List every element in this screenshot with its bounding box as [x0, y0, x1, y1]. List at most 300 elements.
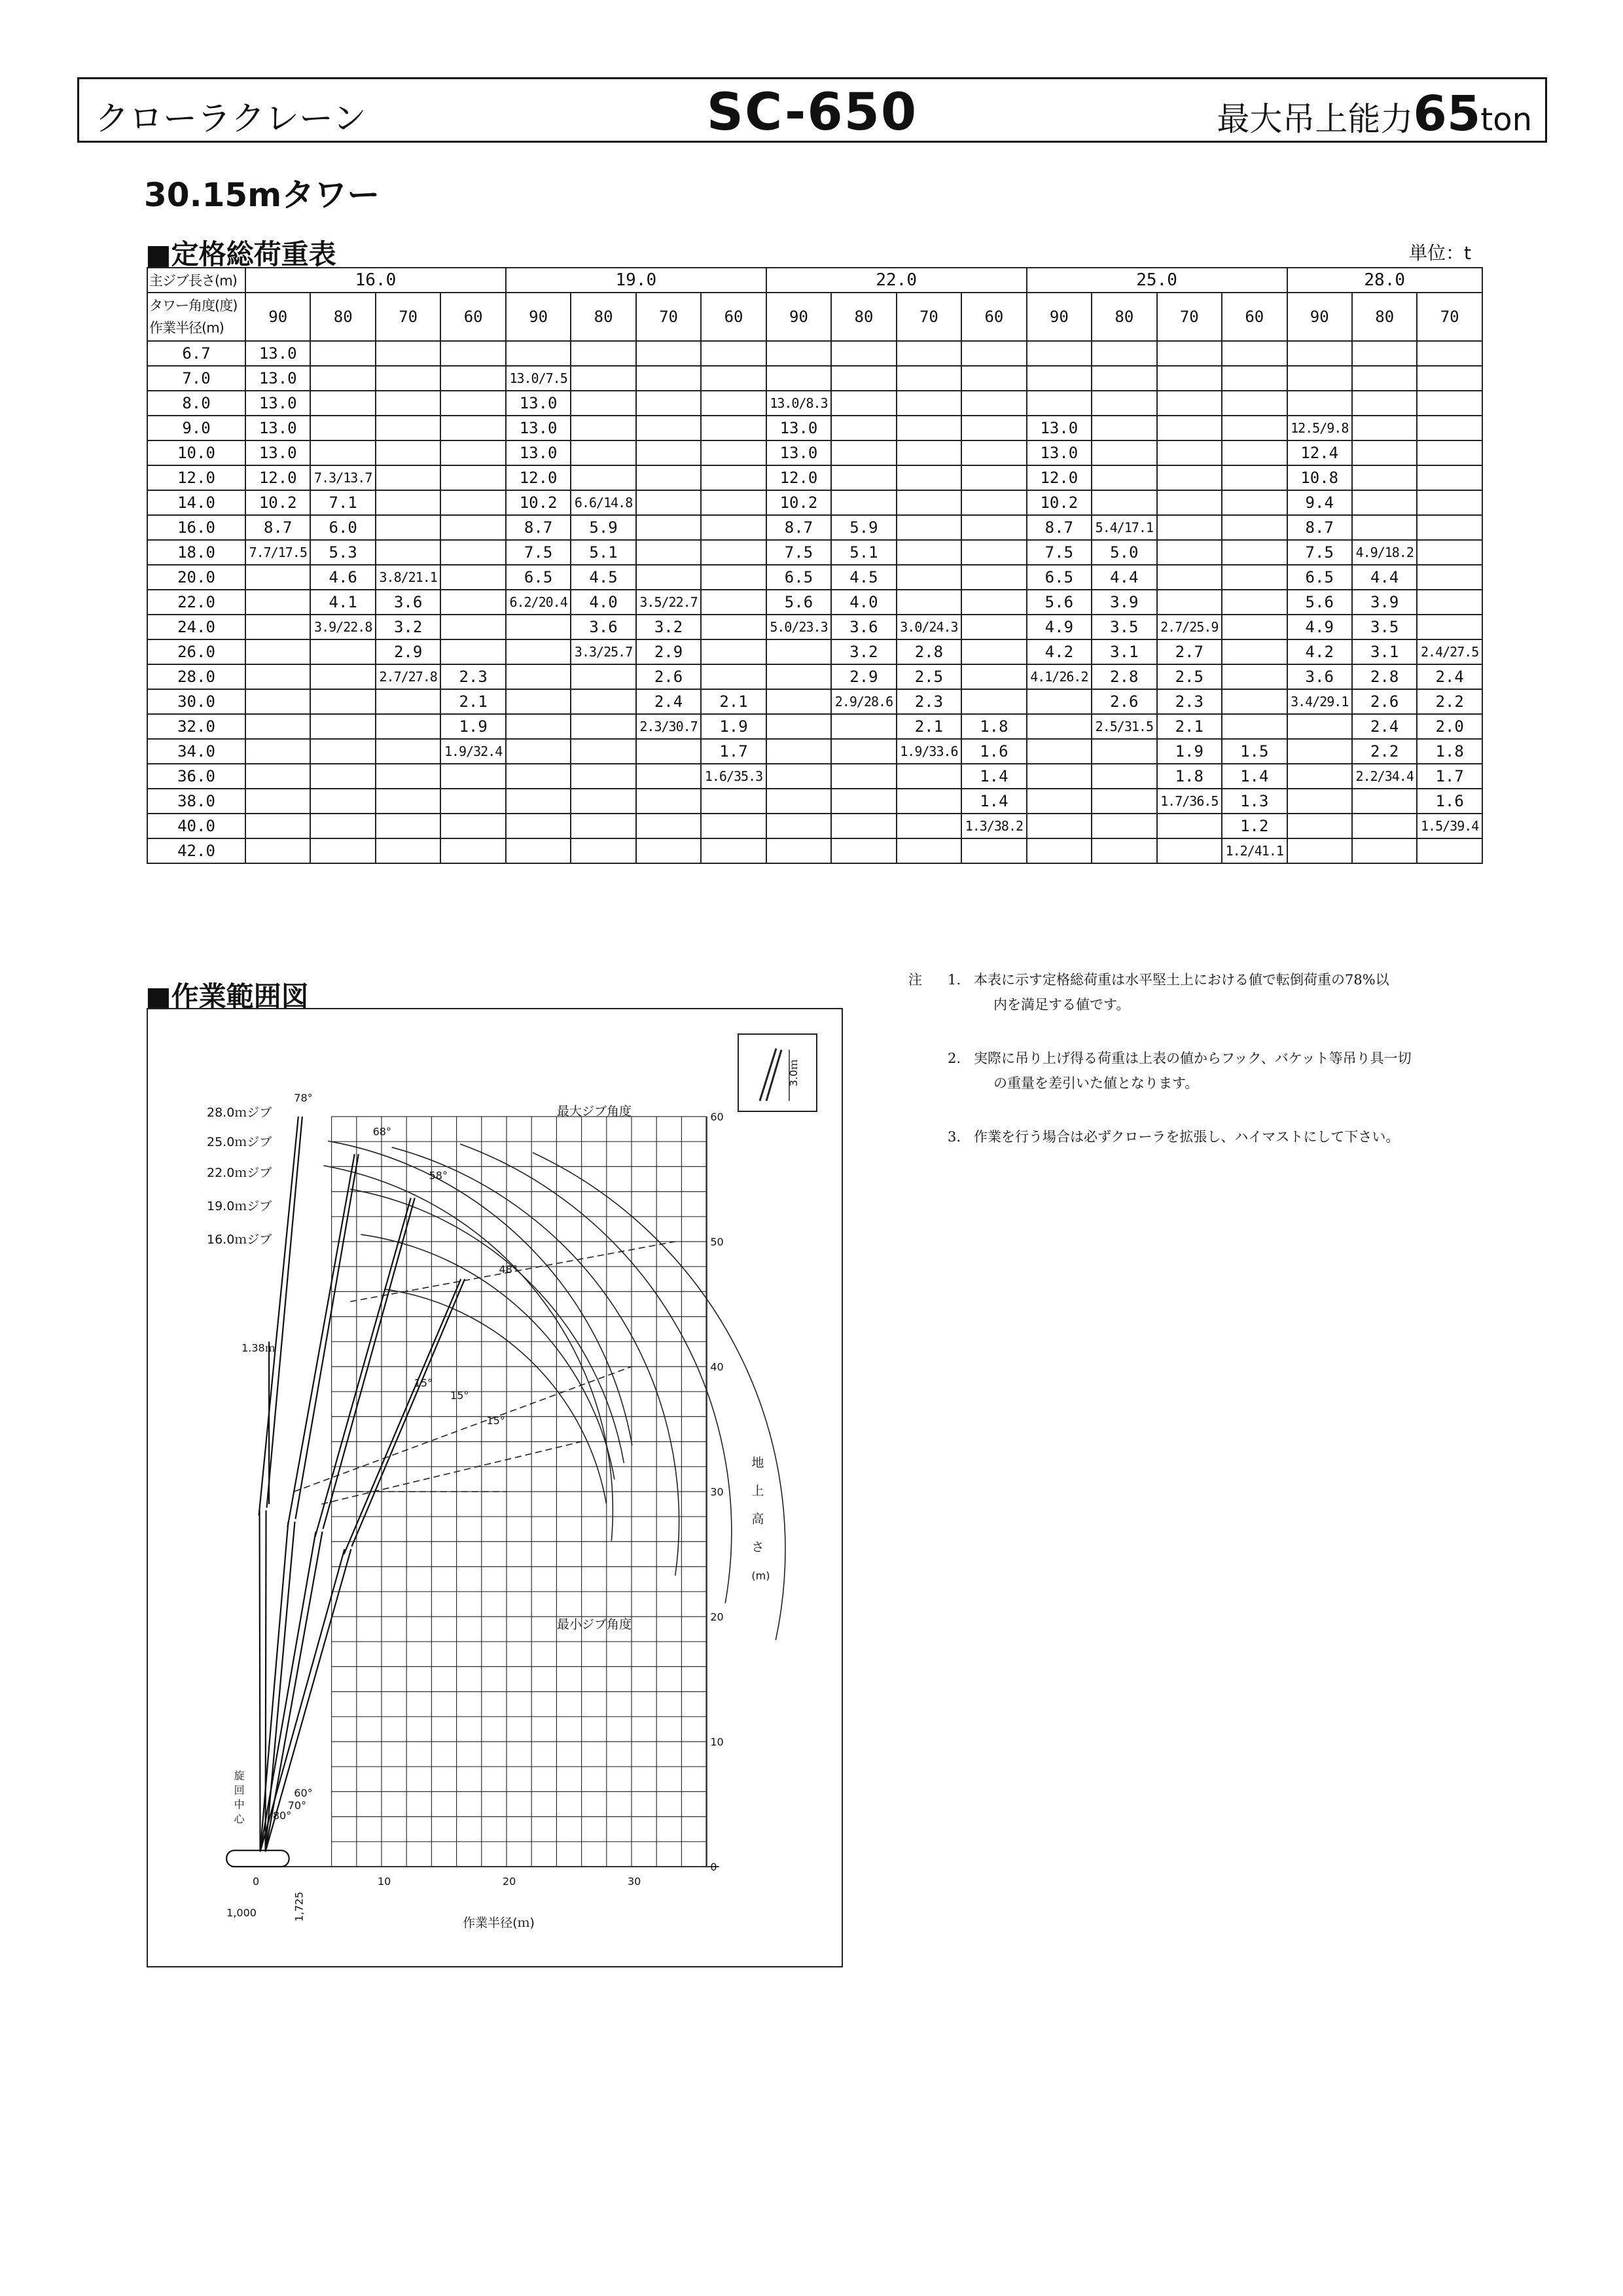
- y-tick-label: 50: [710, 1236, 724, 1248]
- load-cell: [310, 416, 375, 440]
- load-cell: [831, 739, 896, 764]
- load-table-title: ■定格総荷重表: [145, 238, 336, 270]
- load-cell: [571, 814, 635, 838]
- load-cell: [701, 391, 766, 416]
- y-axis-label: (m): [751, 1569, 770, 1582]
- note-text: 内を満足する値です。: [993, 997, 1130, 1013]
- table-row: [147, 590, 1482, 615]
- note-3: [948, 1124, 1497, 1149]
- x-tick-label: 30: [628, 1875, 641, 1888]
- capacity-unit: ton: [1480, 101, 1532, 138]
- load-cell: [1027, 814, 1092, 838]
- radius-cell: 36.0: [147, 764, 245, 789]
- load-cell: 3.1: [1352, 639, 1417, 664]
- load-cell: [1352, 391, 1417, 416]
- load-cell: [571, 764, 635, 789]
- load-cell: [961, 416, 1026, 440]
- radius-cell: 9.0: [147, 416, 245, 440]
- tower-angle-header-cell: 80: [310, 293, 375, 341]
- load-cell: 4.2: [1287, 639, 1352, 664]
- load-cell: [1352, 838, 1417, 863]
- load-cell: 4.9/18.2: [1352, 540, 1417, 565]
- load-cell: [636, 490, 701, 515]
- radius-cell: 26.0: [147, 639, 245, 664]
- tower-angle-header-cell: 90: [1027, 293, 1092, 341]
- load-cell: [1157, 341, 1222, 366]
- load-cell: [701, 440, 766, 465]
- y-tick-label: 10: [710, 1736, 724, 1748]
- load-cell: [245, 814, 310, 838]
- load-cell: 6.6/14.8: [571, 490, 635, 515]
- load-cell: [440, 764, 505, 789]
- load-cell: [831, 789, 896, 814]
- load-cell: 6.0: [310, 515, 375, 540]
- load-cell: 13.0: [1027, 440, 1092, 465]
- load-cell: 10.2: [766, 490, 831, 515]
- range-arcs: [294, 1141, 785, 1640]
- load-cell: 10.2: [1027, 490, 1092, 515]
- table-row: [147, 814, 1482, 838]
- load-cell: 4.0: [571, 590, 635, 615]
- load-cell: 6.5: [1287, 565, 1352, 590]
- load-cell: [1222, 590, 1287, 615]
- range-arc: [384, 1289, 606, 1504]
- load-cell: 1.4: [1222, 764, 1287, 789]
- load-cell: [1352, 515, 1417, 540]
- load-cell: [376, 764, 440, 789]
- tower-angle-header-cell: 80: [1352, 293, 1417, 341]
- load-cell: [440, 615, 505, 639]
- load-cell: 13.0: [1027, 416, 1092, 440]
- tower-angle-header-cell: 80: [571, 293, 635, 341]
- load-cell: [766, 764, 831, 789]
- load-cell: 5.6: [1287, 590, 1352, 615]
- load-cell: [701, 789, 766, 814]
- jib-group-header: 16.0: [245, 268, 506, 293]
- x-tick-label: 10: [378, 1875, 391, 1888]
- load-cell: [1157, 814, 1222, 838]
- load-cell: [571, 366, 635, 391]
- tower-angle-header-cell: 80: [831, 293, 896, 341]
- capacity-label: 最大吊上能力: [1217, 100, 1414, 138]
- load-cell: 13.0: [245, 391, 310, 416]
- load-cell: [440, 540, 505, 565]
- load-cell: [961, 590, 1026, 615]
- load-cell: 3.8/21.1: [376, 565, 440, 590]
- load-cell: [310, 440, 375, 465]
- load-cell: [245, 838, 310, 863]
- load-cell: 8.7: [766, 515, 831, 540]
- load-cell: [440, 341, 505, 366]
- radius-cell: 14.0: [147, 490, 245, 515]
- load-cell: [506, 615, 571, 639]
- load-cell: 2.4: [1352, 714, 1417, 739]
- load-cell: [897, 838, 961, 863]
- load-cell: [961, 664, 1026, 689]
- load-cell: [245, 789, 310, 814]
- load-cell: [440, 490, 505, 515]
- load-cell: [1352, 814, 1417, 838]
- load-cell: 2.8: [897, 639, 961, 664]
- radius-cell: 30.0: [147, 689, 245, 714]
- load-cell: [701, 515, 766, 540]
- load-cell: 3.0/24.3: [897, 615, 961, 639]
- load-cell: 3.2: [636, 615, 701, 639]
- load-cell: 4.9: [1027, 615, 1092, 639]
- jib-group-header: 22.0: [766, 268, 1027, 293]
- tower-angle-header-cell: 70: [636, 293, 701, 341]
- load-cell: [1417, 838, 1482, 863]
- tower-angle-header-cell: 90: [506, 293, 571, 341]
- jib-edge: [351, 1279, 465, 1547]
- load-cell: 2.8: [1352, 664, 1417, 689]
- angle-radius-header: [147, 293, 245, 341]
- load-cell: [376, 341, 440, 366]
- load-cell: [1417, 490, 1482, 515]
- load-cell: [701, 565, 766, 590]
- jib-edge: [295, 1154, 358, 1519]
- load-cell: [571, 838, 635, 863]
- load-cell: 6.2/20.4: [506, 590, 571, 615]
- load-cell: 5.0/23.3: [766, 615, 831, 639]
- tower-angle-label: 60°: [294, 1787, 313, 1800]
- load-cell: 5.1: [831, 540, 896, 565]
- load-cell: [1417, 366, 1482, 391]
- load-cell: [440, 440, 505, 465]
- load-cell: 6.5: [506, 565, 571, 590]
- load-cell: 7.3/13.7: [310, 465, 375, 490]
- jib-angle-label: 68°: [372, 1125, 391, 1138]
- radius-cell: 28.0: [147, 664, 245, 689]
- jib-angle-label: 58°: [429, 1169, 448, 1182]
- load-cell: [961, 366, 1026, 391]
- note-text: 作業を行う場合は必ずクローラを拡張し、ハイマストにして下さい。: [974, 1129, 1400, 1145]
- load-cell: 1.8: [1157, 764, 1222, 789]
- load-cell: [1417, 515, 1482, 540]
- working-range-svg: [148, 1009, 844, 1969]
- load-cell: [1352, 366, 1417, 391]
- range-arc: [328, 1141, 632, 1445]
- load-cell: 7.7/17.5: [245, 540, 310, 565]
- table-row: [147, 391, 1482, 416]
- load-cell: 5.9: [571, 515, 635, 540]
- table-row: [147, 789, 1482, 814]
- y-tick-label: 60: [710, 1111, 724, 1123]
- load-cell: 3.9: [1092, 590, 1156, 615]
- load-cell: [961, 838, 1026, 863]
- load-cell: 1.9/33.6: [897, 739, 961, 764]
- load-cell: 2.1: [1157, 714, 1222, 739]
- table-row: [147, 366, 1482, 391]
- note-index: 1.: [948, 972, 961, 988]
- load-cell: 2.7/25.9: [1157, 615, 1222, 639]
- load-cell: 1.9: [701, 714, 766, 739]
- load-cell: [245, 664, 310, 689]
- load-cell: [1222, 490, 1287, 515]
- load-cell: [1417, 341, 1482, 366]
- radius-cell: 40.0: [147, 814, 245, 838]
- load-cell: [636, 814, 701, 838]
- load-cell: 2.2: [1417, 689, 1482, 714]
- working-range-diagram: [147, 1008, 843, 1967]
- load-cell: [1222, 465, 1287, 490]
- load-cell: [506, 764, 571, 789]
- category-title: クローラクレーン: [95, 99, 366, 139]
- dim-label: 1,000: [226, 1907, 257, 1919]
- load-cell: 8.7: [1027, 515, 1092, 540]
- load-cell: [766, 366, 831, 391]
- load-cell: 13.0: [766, 440, 831, 465]
- load-cell: [1157, 838, 1222, 863]
- load-cell: [961, 639, 1026, 664]
- load-cell: [245, 565, 310, 590]
- load-cell: [831, 366, 896, 391]
- load-chart-table: [147, 267, 1483, 864]
- load-cell: [1417, 590, 1482, 615]
- tower-angle-header-cell: 60: [1222, 293, 1287, 341]
- load-cell: 8.7: [1287, 515, 1352, 540]
- table-row: [147, 714, 1482, 739]
- tower-angle-header-cell: 60: [701, 293, 766, 341]
- load-cell: [701, 540, 766, 565]
- center-label: 回: [234, 1784, 245, 1797]
- load-cell: [245, 714, 310, 739]
- load-cell: 1.7: [1417, 764, 1482, 789]
- load-cell: 1.3/38.2: [961, 814, 1026, 838]
- note-2: [948, 1046, 1497, 1071]
- y-axis-label: 高: [751, 1511, 764, 1526]
- load-cell: [636, 341, 701, 366]
- load-cell: [310, 341, 375, 366]
- load-cell: [961, 515, 1026, 540]
- load-cell: [831, 714, 896, 739]
- load-cell: [506, 814, 571, 838]
- load-cell: [1092, 391, 1156, 416]
- load-cell: 2.9: [376, 639, 440, 664]
- load-cell: [897, 515, 961, 540]
- load-cell: [245, 590, 310, 615]
- load-cell: [310, 739, 375, 764]
- load-cell: [376, 490, 440, 515]
- load-cell: 2.6: [636, 664, 701, 689]
- jib-group-header: 25.0: [1027, 268, 1287, 293]
- load-cell: [1352, 789, 1417, 814]
- load-cell: [440, 416, 505, 440]
- capacity: [1217, 86, 1532, 142]
- table-row: [147, 440, 1482, 465]
- tower-angle-label: 70°: [287, 1799, 307, 1812]
- radius-cell: 34.0: [147, 739, 245, 764]
- tower-angle-header-cell: 60: [961, 293, 1026, 341]
- range-arc: [460, 1144, 732, 1604]
- load-cell: [897, 764, 961, 789]
- load-cell: [1417, 615, 1482, 639]
- note-1-cont: [993, 992, 1497, 1017]
- load-cell: 1.4: [961, 789, 1026, 814]
- load-cell: 13.0: [245, 366, 310, 391]
- jib-label: 16.0ｍジブ: [207, 1232, 272, 1247]
- center-label: 中: [234, 1798, 245, 1811]
- load-cell: [506, 838, 571, 863]
- radius-cell: 12.0: [147, 465, 245, 490]
- y-axis-label: 上: [751, 1483, 764, 1498]
- tower-angle-label: 80°: [272, 1809, 292, 1822]
- load-cell: 4.4: [1092, 565, 1156, 590]
- load-cell: 6.5: [766, 565, 831, 590]
- load-cell: [897, 465, 961, 490]
- load-cell: [897, 440, 961, 465]
- load-cell: 1.2/41.1: [1222, 838, 1287, 863]
- load-cell: [1287, 838, 1352, 863]
- load-cell: [897, 490, 961, 515]
- table-row: [147, 416, 1482, 440]
- tower-angle-header-cell: 70: [897, 293, 961, 341]
- load-cell: 2.2: [1352, 739, 1417, 764]
- load-cell: [831, 341, 896, 366]
- load-cell: 3.2: [376, 615, 440, 639]
- center-label: 旋: [234, 1769, 245, 1782]
- load-cell: [701, 814, 766, 838]
- load-cell: [440, 391, 505, 416]
- load-cell: [831, 391, 896, 416]
- load-cell: 2.4/27.5: [1417, 639, 1482, 664]
- load-cell: [1157, 440, 1222, 465]
- load-cell: 2.3: [1157, 689, 1222, 714]
- note-index: 2.: [948, 1050, 961, 1066]
- load-cell: [1222, 515, 1287, 540]
- load-cell: 6.5: [1027, 565, 1092, 590]
- load-cell: 4.0: [831, 590, 896, 615]
- load-cell: [310, 789, 375, 814]
- load-cell: 2.6: [1352, 689, 1417, 714]
- load-cell: 4.6: [310, 565, 375, 590]
- load-cell: 2.1: [701, 689, 766, 714]
- load-cell: [571, 739, 635, 764]
- load-cell: [701, 838, 766, 863]
- load-cell: 5.4/17.1: [1092, 515, 1156, 540]
- load-cell: [310, 664, 375, 689]
- load-cell: [1157, 391, 1222, 416]
- load-cell: 2.3: [440, 664, 505, 689]
- table-row: [147, 689, 1482, 714]
- load-cell: 3.4/29.1: [1287, 689, 1352, 714]
- load-cell: 12.5/9.8: [1287, 416, 1352, 440]
- load-cell: [1027, 341, 1092, 366]
- load-cell: [831, 490, 896, 515]
- table-row: [147, 664, 1482, 689]
- load-cell: 3.6: [571, 615, 635, 639]
- load-cell: 2.3: [897, 689, 961, 714]
- load-cell: 2.1: [440, 689, 505, 714]
- load-cell: 4.9: [1287, 615, 1352, 639]
- radius-cell: 18.0: [147, 540, 245, 565]
- load-cell: [897, 391, 961, 416]
- table-row: [147, 515, 1482, 540]
- load-cell: [961, 465, 1026, 490]
- load-cell: [1092, 490, 1156, 515]
- load-cell: [897, 540, 961, 565]
- load-cell: [961, 341, 1026, 366]
- table-row: [147, 615, 1482, 639]
- table-row: [147, 739, 1482, 764]
- radius-header: 作業半径(m): [149, 320, 224, 336]
- load-cell: [831, 465, 896, 490]
- load-cell: [701, 615, 766, 639]
- load-cell: [636, 789, 701, 814]
- note-1: [908, 967, 1497, 992]
- load-cell: 2.2/34.4: [1352, 764, 1417, 789]
- load-cell: [1222, 540, 1287, 565]
- load-cell: 13.0: [506, 391, 571, 416]
- table-row: [147, 838, 1482, 863]
- load-cell: 3.5: [1352, 615, 1417, 639]
- load-cell: [310, 689, 375, 714]
- load-cell: [766, 714, 831, 739]
- load-cell: [376, 440, 440, 465]
- crawler-base: [226, 1850, 289, 1867]
- radius-cell: 6.7: [147, 341, 245, 366]
- load-cell: [831, 838, 896, 863]
- load-cell: 13.0: [766, 416, 831, 440]
- load-cell: [1287, 714, 1352, 739]
- load-cell: [571, 341, 635, 366]
- radius-cell: 22.0: [147, 590, 245, 615]
- load-cell: [245, 739, 310, 764]
- radius-cell: 8.0: [147, 391, 245, 416]
- load-cell: [376, 416, 440, 440]
- model-name: SC-650: [706, 83, 918, 142]
- load-cell: 1.6/35.3: [701, 764, 766, 789]
- load-cell: 13.0: [245, 341, 310, 366]
- reference-line: [321, 1442, 581, 1505]
- load-cell: 12.0: [245, 465, 310, 490]
- table-row: [147, 540, 1482, 565]
- load-cell: [440, 565, 505, 590]
- load-cell: [310, 764, 375, 789]
- load-cell: 2.6: [1092, 689, 1156, 714]
- load-cell: [1352, 341, 1417, 366]
- load-cell: [1157, 590, 1222, 615]
- load-cell: 2.8: [1092, 664, 1156, 689]
- notes-label: 注: [908, 972, 922, 988]
- load-cell: [506, 714, 571, 739]
- load-cell: 4.1/26.2: [1027, 664, 1092, 689]
- min-angle-label: 15°: [450, 1389, 469, 1402]
- load-cell: 12.0: [1027, 465, 1092, 490]
- load-cell: [310, 366, 375, 391]
- load-cell: [245, 639, 310, 664]
- load-cell: [831, 764, 896, 789]
- table-row: [147, 764, 1482, 789]
- note-text: 実際に吊り上げ得る荷重は上表の値からフック、バケット等吊り具一切: [974, 1050, 1412, 1066]
- load-cell: 1.6: [1417, 789, 1482, 814]
- load-cell: [636, 540, 701, 565]
- tower-angle-header-cell: 90: [245, 293, 310, 341]
- x-tick-label: 0: [253, 1875, 260, 1888]
- load-cell: [961, 615, 1026, 639]
- load-cell: 7.1: [310, 490, 375, 515]
- load-cell: 7.5: [506, 540, 571, 565]
- note-text: の重量を差引いた値となります。: [993, 1075, 1199, 1091]
- load-cell: 5.6: [1027, 590, 1092, 615]
- load-cell: [766, 838, 831, 863]
- load-cell: [1222, 440, 1287, 465]
- load-cell: 1.3: [1222, 789, 1287, 814]
- load-cell: [571, 416, 635, 440]
- load-cell: 3.6: [376, 590, 440, 615]
- y-tick-label: 20: [710, 1611, 724, 1623]
- range-arc: [392, 1147, 679, 1575]
